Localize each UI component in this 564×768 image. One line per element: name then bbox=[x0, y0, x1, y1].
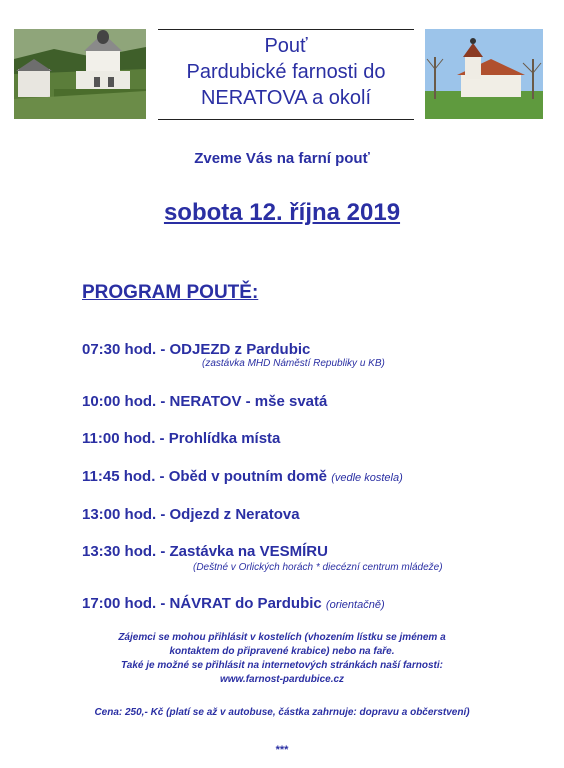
price-info: Cena: 250,- Kč (platí se až v autobuse, částka zahrnuje: dopravu a občerstvení) bbox=[94, 707, 470, 718]
neratov-church-photo bbox=[14, 29, 146, 119]
title-line-2: Pardubické farnosti do bbox=[186, 61, 386, 83]
schedule-text: 07:30 hod. - ODJEZD z Pardubic bbox=[82, 341, 311, 358]
event-date: sobota 12. října 2019 bbox=[163, 199, 401, 226]
schedule-text: 17:00 hod. - NÁVRAT do Pardubic bbox=[82, 595, 322, 612]
title-line-3: NERATOVA a okolí bbox=[200, 87, 372, 109]
schedule-item-1100 bbox=[82, 430, 280, 447]
schedule-note: (orientačně) bbox=[325, 599, 385, 611]
schedule-item-1300 bbox=[82, 506, 300, 523]
footer-line-3: Také je možné se přihlásit na internetových stránkách naší farnosti: bbox=[121, 660, 443, 671]
schedule-subnote-0730: (zastávka MHD Náměstí Republiky u KB) bbox=[202, 358, 385, 369]
title-box bbox=[158, 29, 414, 120]
schedule-item-1000 bbox=[82, 393, 327, 410]
program-heading: PROGRAM POUTĚ: bbox=[82, 282, 259, 303]
schedule-text: 11:45 hod. - Oběd v poutním domě bbox=[82, 468, 328, 485]
footer-line-2: kontaktem do připravené krabice) nebo na faře. bbox=[169, 646, 395, 657]
schedule-item-1145 bbox=[82, 468, 403, 485]
parish-website: www.farnost-pardubice.cz bbox=[219, 674, 345, 685]
schedule-item-0730 bbox=[82, 341, 310, 358]
closing-stars: *** bbox=[275, 744, 289, 756]
title-line-1: Pouť bbox=[264, 35, 308, 57]
schedule-text: 13:00 hod. - Odjezd z Neratova bbox=[82, 506, 300, 523]
schedule-item-1330 bbox=[82, 543, 328, 560]
schedule-note: (vedle kostela) bbox=[331, 472, 403, 484]
invitation-line: Zveme Vás na farní pouť bbox=[194, 150, 370, 167]
schedule-text: 13:30 hod. - Zastávka na VESMÍRU bbox=[82, 543, 328, 560]
registration-info bbox=[0, 631, 564, 687]
chapel-photo bbox=[425, 29, 543, 119]
schedule-subnote-1330: (Deštné v Orlických horách * diecézní centrum mládeže) bbox=[193, 562, 443, 573]
schedule-text: 10:00 hod. - NERATOV - mše svatá bbox=[82, 393, 328, 410]
schedule-text: 11:00 hod. - Prohlídka místa bbox=[82, 430, 281, 447]
footer-line-1: Zájemci se mohou přihlásit v kostelích (vhozením lístku se jménem a bbox=[118, 632, 446, 643]
schedule-item-1700 bbox=[82, 595, 385, 612]
